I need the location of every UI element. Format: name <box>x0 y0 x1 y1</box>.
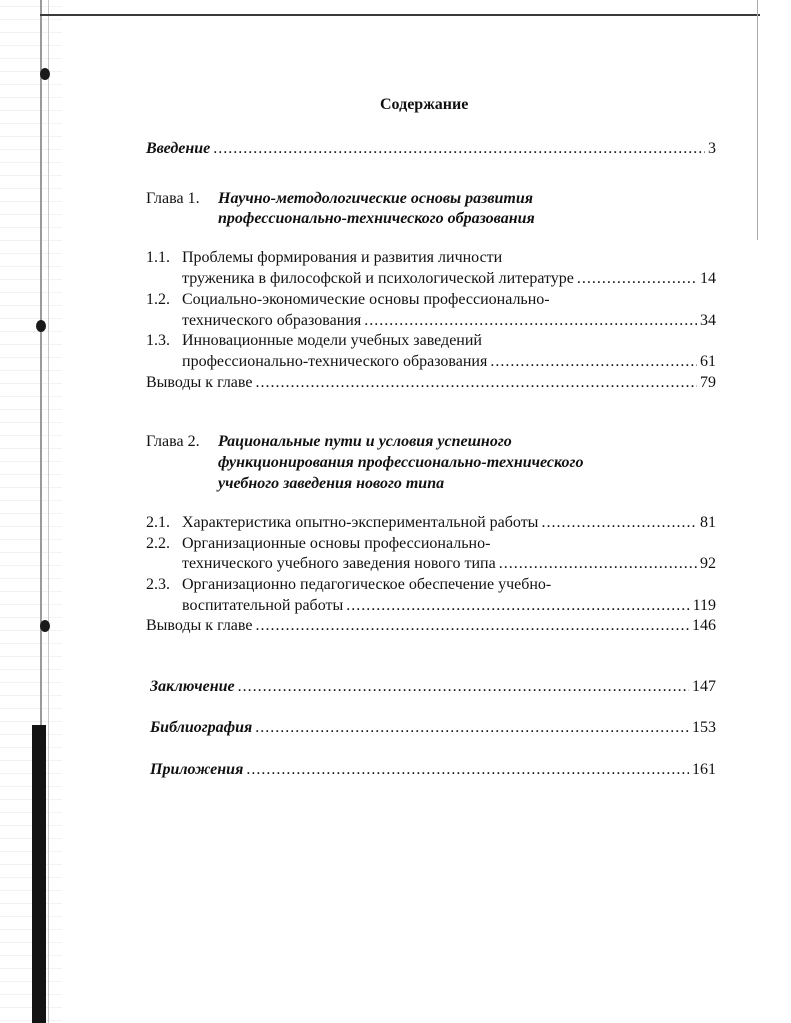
toc-page: 146 <box>692 617 716 634</box>
toc-entry-2-2-cont <box>182 554 716 574</box>
chapter-title: профессионально-технического образования <box>218 210 535 227</box>
toc-label: Приложения <box>150 761 244 778</box>
toc-label: Заключение <box>150 678 235 695</box>
leader-dots <box>346 596 689 616</box>
toc-entry-1-1-cont <box>182 269 716 289</box>
leader-dots <box>255 373 697 393</box>
chapter-title: Научно-методологические основы развития <box>218 190 533 207</box>
section-title: технического учебного заведения нового типа <box>182 555 496 572</box>
chapter-title: функционирования профессионально-технического <box>218 454 584 471</box>
toc-page: 3 <box>708 140 716 157</box>
toc-entry-1-3 <box>146 331 716 351</box>
leader-dots <box>238 677 689 697</box>
toc-page: 14 <box>700 270 716 287</box>
toc-entry-conclusion <box>150 677 716 697</box>
toc-entry-ch1-conclusions <box>146 373 716 393</box>
chapter-2-heading-cont <box>218 474 718 494</box>
toc-page: 81 <box>700 514 716 531</box>
section-title: труженика в философской и психологической литературе <box>182 270 574 287</box>
toc-page: 147 <box>692 678 716 695</box>
chapter-1-heading-cont <box>218 209 718 229</box>
toc-label: Библиография <box>150 719 253 736</box>
leader-dots <box>499 554 697 574</box>
section-title: профессионально-технического образования <box>182 353 488 370</box>
section-title: Инновационные модели учебных заведений <box>182 332 482 349</box>
chapter-title: Рациональные пути и условия успешного <box>218 433 512 450</box>
toc-entry-1-1 <box>146 248 716 268</box>
toc-entry-intro <box>146 139 716 159</box>
section-title: Организационно педагогическое обеспечение учебно- <box>182 576 552 593</box>
toc-entry-ch2-conclusions <box>146 616 716 636</box>
section-number: 2.2. <box>146 535 170 552</box>
section-title: Социально-экономические основы профессионально- <box>182 291 550 308</box>
leader-dots <box>255 616 689 636</box>
toc-entry-bibliography <box>150 718 716 738</box>
section-title: Характеристика опытно-экспериментальной работы <box>182 514 539 531</box>
section-number: 1.1. <box>146 249 170 266</box>
section-title: Проблемы формирования и развития личности <box>182 249 503 266</box>
leader-dots <box>541 513 697 533</box>
page-title: Содержание <box>380 96 469 113</box>
chapter-2-heading-cont <box>218 453 718 473</box>
section-number: 2.1. <box>146 514 170 531</box>
section-title: Организационные основы профессионально- <box>182 535 491 552</box>
section-number: 1.2. <box>146 291 170 308</box>
chapter-2-heading <box>146 432 716 452</box>
leader-dots <box>577 269 697 289</box>
toc-label: Выводы к главе <box>146 374 253 391</box>
toc-label: Введение <box>146 140 211 157</box>
section-number: 1.3. <box>146 332 170 349</box>
chapter-title: учебного заведения нового типа <box>218 475 445 492</box>
section-title: воспитательной работы <box>182 597 344 614</box>
toc-page: 161 <box>692 761 716 778</box>
leader-dots <box>255 718 689 738</box>
toc-entry-2-3-cont <box>182 596 716 616</box>
chapter-1-heading <box>146 189 716 209</box>
leader-dots <box>213 139 705 159</box>
toc-entry-1-3-cont <box>182 352 716 372</box>
toc-entry-appendices <box>150 760 716 780</box>
section-title: технического образования <box>182 312 362 329</box>
toc-page: 34 <box>700 312 716 329</box>
leader-dots <box>246 760 689 780</box>
chapter-label: Глава 1. <box>146 190 200 207</box>
toc-entry-2-1 <box>146 513 716 533</box>
toc-page: 92 <box>700 555 716 572</box>
toc-page: 153 <box>692 719 716 736</box>
toc-entry-2-2 <box>146 534 716 554</box>
chapter-label: Глава 2. <box>146 433 200 450</box>
toc-entry-2-3 <box>146 575 716 595</box>
toc-entry-1-2 <box>146 290 716 310</box>
toc-page: 61 <box>700 353 716 370</box>
toc-entry-1-2-cont <box>182 311 716 331</box>
toc-page: 119 <box>692 597 716 614</box>
leader-dots <box>490 352 697 372</box>
toc-label: Выводы к главе <box>146 617 253 634</box>
section-number: 2.3. <box>146 576 170 593</box>
toc-page: 79 <box>700 374 716 391</box>
leader-dots <box>364 311 697 331</box>
